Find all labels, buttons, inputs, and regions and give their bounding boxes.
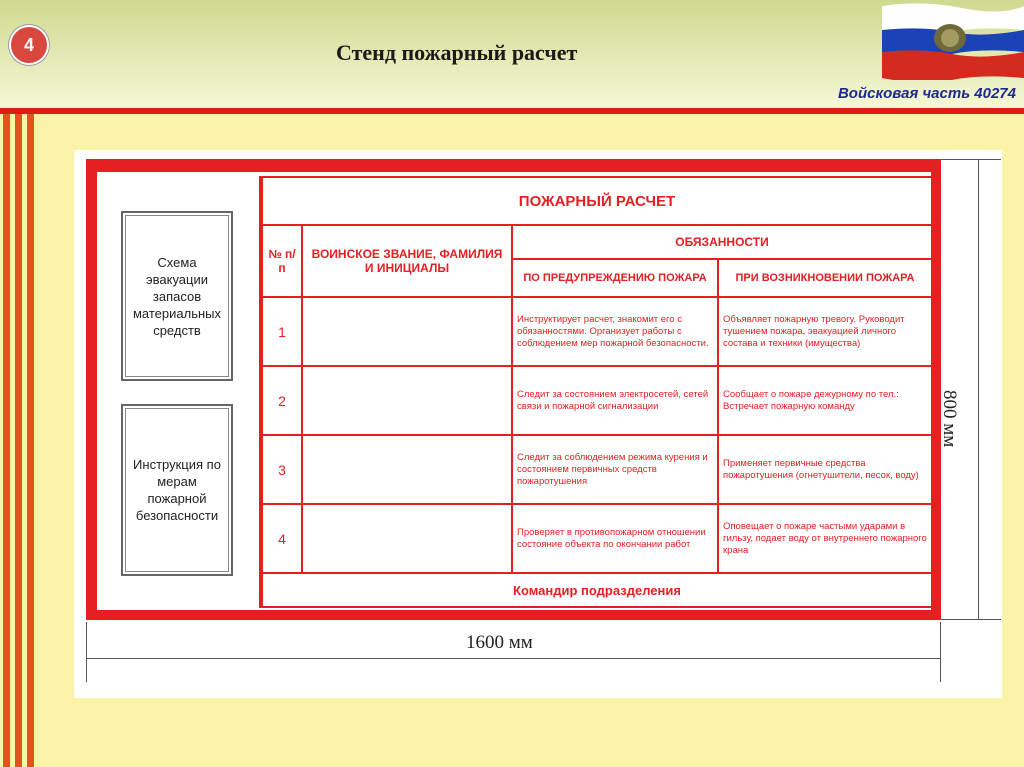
height-tick-top bbox=[941, 159, 1001, 160]
unit-label: Войсковая часть 40274 bbox=[837, 85, 1016, 102]
width-dimension-label: 1600 мм bbox=[466, 632, 533, 653]
prevention-cell: Проверяет в противопожарном отношении состояние объекта по окончании работ bbox=[512, 504, 718, 573]
height-dimension-line bbox=[978, 159, 979, 620]
table-row bbox=[262, 297, 932, 366]
decor-stripe bbox=[3, 114, 10, 767]
rank-cell bbox=[302, 435, 512, 504]
table-row bbox=[262, 435, 932, 504]
row-number: 2 bbox=[262, 366, 302, 435]
rank-cell bbox=[302, 297, 512, 366]
width-tick-right bbox=[940, 622, 941, 682]
on-fire-cell: Оповещает о пожаре частыми ударами в гильзу, подает воду от внутреннего пожарного крана bbox=[718, 504, 932, 573]
safety-instruction-label: Инструкция по мерам пожарной безопасности bbox=[133, 457, 221, 523]
slide-number-badge: 4 bbox=[9, 25, 49, 65]
rank-cell bbox=[302, 366, 512, 435]
header-divider bbox=[0, 108, 1024, 114]
decor-stripe bbox=[15, 114, 22, 767]
on-fire-cell: Объявляет пожарную тревогу. Руководит тушением пожара, эвакуацией личного состава и техники (имущества) bbox=[718, 297, 932, 366]
table-footer: Командир подразделения bbox=[262, 573, 932, 607]
col-header-duties: ОБЯЗАННОСТИ bbox=[512, 225, 932, 259]
prevention-cell: Инструктирует расчет, знакомит его с обязанностями. Организует работы с соблюдением мер пожарной безопасности. bbox=[512, 297, 718, 366]
table-row bbox=[262, 504, 932, 573]
table-title: ПОЖАРНЫЙ РАСЧЕТ bbox=[262, 177, 932, 225]
row-number: 3 bbox=[262, 435, 302, 504]
col-header-on-fire: ПРИ ВОЗНИКНОВЕНИИ ПОЖАРА bbox=[718, 259, 932, 297]
height-dimension-label: 800 мм bbox=[939, 390, 960, 448]
safety-instruction-box bbox=[121, 404, 233, 576]
evacuation-scheme-label: Схема эвакуации запасов материальных средств bbox=[132, 254, 222, 338]
col-header-number: № п/п bbox=[262, 225, 302, 297]
fire-crew-table bbox=[261, 176, 933, 608]
col-header-prevention: ПО ПРЕДУПРЕЖДЕНИЮ ПОЖАРА bbox=[512, 259, 718, 297]
decor-stripe bbox=[27, 114, 34, 767]
table-row bbox=[262, 366, 932, 435]
russian-flag-emblem-icon bbox=[882, 0, 1024, 80]
on-fire-cell: Сообщает о пожаре дежурному по тел.: Встречает пожарную команду bbox=[718, 366, 932, 435]
rank-cell bbox=[302, 504, 512, 573]
width-tick-left bbox=[86, 622, 87, 682]
row-number: 4 bbox=[262, 504, 302, 573]
height-tick-bottom bbox=[941, 619, 1001, 620]
width-dimension-line bbox=[86, 658, 941, 659]
evacuation-scheme-box bbox=[121, 211, 233, 381]
prevention-cell: Следит за состоянием электросетей, сетей связи и пожарной сигнализации bbox=[512, 366, 718, 435]
on-fire-cell: Применяет первичные средства пожаротушения (огнетушители, песок, воду) bbox=[718, 435, 932, 504]
col-header-rank: ВОИНСКОЕ ЗВАНИЕ, ФАМИЛИЯ И ИНИЦИАЛЫ bbox=[302, 225, 512, 297]
row-number: 1 bbox=[262, 297, 302, 366]
prevention-cell: Следит за соблюдением режима курения и состоянием первичных средств пожаротушения bbox=[512, 435, 718, 504]
page-title: Стенд пожарный расчет bbox=[336, 40, 578, 65]
